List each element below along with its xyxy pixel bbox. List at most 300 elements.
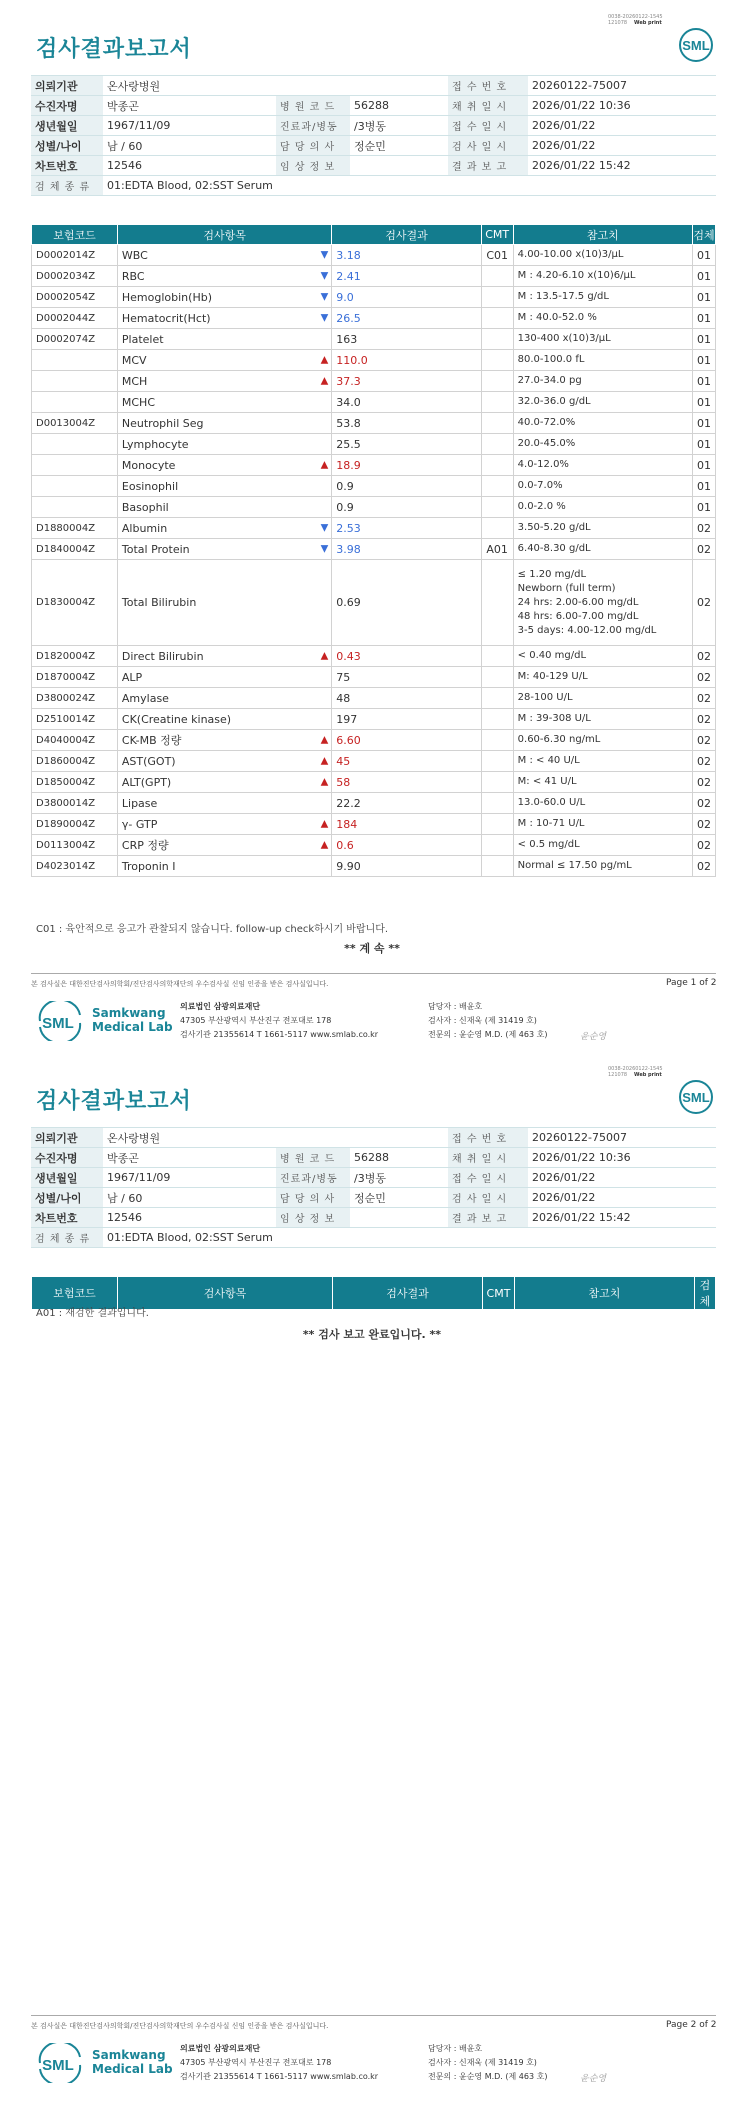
test-item-name: Basophil	[121, 500, 169, 514]
result-row	[32, 772, 716, 793]
ref-line: 48 hrs: 6.00-7.00 mg/dL	[517, 610, 639, 622]
reference-range	[513, 392, 692, 413]
reference-range	[513, 667, 692, 688]
test-item	[117, 793, 331, 814]
cmt-code	[481, 476, 513, 497]
lab-contact: 검사기관 21355614 T 1661-5117 www.smlab.co.kr	[180, 1030, 379, 1039]
ref-line: 24 hrs: 2.00-6.00 mg/dL	[517, 596, 639, 608]
test-item-name: Lipase	[121, 796, 158, 810]
clinical-info-value	[350, 156, 448, 176]
specimen-code: 01	[693, 434, 716, 455]
result-row	[32, 266, 716, 287]
test-item	[117, 709, 331, 730]
test-item-name: Total Bilirubin	[121, 596, 197, 609]
insurance-code: D1850004Z	[32, 772, 118, 793]
ref-text: < 0.40 mg/dL	[517, 650, 587, 661]
test-result: 26.5	[332, 308, 481, 329]
specimen-code: 01	[693, 455, 716, 476]
lab-org: 의료법인 삼광의료재단	[180, 1002, 261, 1011]
insurance-code: D1860004Z	[32, 751, 118, 772]
hosp-code-label: 병 원 코 드	[276, 1148, 350, 1168]
doctor-label: 담 당 의 사	[276, 136, 350, 156]
sex-age-value: 남 / 60	[103, 1188, 276, 1208]
low-flag-icon: ▼	[320, 543, 329, 555]
test-date-value: 2026/01/22	[528, 136, 716, 156]
high-flag-icon: ▲	[320, 459, 329, 471]
test-result: 22.2	[332, 793, 481, 814]
reference-range	[513, 688, 692, 709]
collect-label: 채 취 일 시	[448, 1148, 528, 1168]
test-result: 45	[332, 751, 481, 772]
lab-address	[180, 2042, 378, 2084]
cmt-code	[481, 730, 513, 751]
test-result: 163	[332, 329, 481, 350]
result-row	[32, 751, 716, 772]
test-item-name: CRP 정량	[121, 839, 169, 852]
result-row	[32, 709, 716, 730]
low-flag-icon: ▼	[320, 270, 329, 282]
footer-logo-text: SML	[42, 1015, 74, 1032]
specimen-code: 02	[693, 518, 716, 539]
patient-info-table	[31, 1127, 716, 1248]
ref-text: M : 10-71 U/L	[517, 818, 585, 829]
result-row	[32, 476, 716, 497]
result-row	[32, 287, 716, 308]
test-result: 3.98	[332, 539, 481, 560]
print-time-code: 121078	[608, 20, 628, 26]
clinical-info-value	[350, 1208, 448, 1228]
test-result: 0.43	[332, 646, 481, 667]
insurance-code: D1820004Z	[32, 646, 118, 667]
test-item	[117, 455, 331, 476]
ref-text: 4.00-10.00 x(10)3/μL	[517, 249, 624, 260]
dob-label: 생년월일	[31, 1168, 103, 1188]
staff-manager: 담당자 : 배윤호	[428, 2044, 483, 2053]
logo-text: SML	[682, 1090, 710, 1105]
report-page-2	[0, 1052, 744, 2104]
specimen-code: 02	[693, 751, 716, 772]
test-item	[117, 329, 331, 350]
insurance-code: D3800024Z	[32, 688, 118, 709]
footer-divider	[31, 973, 716, 974]
collect-value: 2026/01/22 10:36	[528, 1148, 716, 1168]
specimen-code: 01	[693, 350, 716, 371]
result-row	[32, 497, 716, 518]
test-item	[117, 814, 331, 835]
test-item	[117, 539, 331, 560]
lab-contact: 검사기관 21355614 T 1661-5117 www.smlab.co.kr	[180, 2072, 379, 2081]
hosp-code-label: 병 원 코 드	[276, 96, 350, 116]
lab-brand-line1: Samkwang	[92, 2048, 166, 2062]
ref-text: M : 13.5-17.5 g/dL	[517, 291, 609, 302]
test-item	[117, 646, 331, 667]
receipt-no-value: 20260122-75007	[528, 1128, 716, 1148]
specimen-code: 01	[693, 287, 716, 308]
reference-range	[513, 245, 692, 266]
test-date-label: 검 사 일 시	[448, 136, 528, 156]
dept-label: 진료과/병동	[276, 1168, 350, 1188]
certification-text: 본 검사실은 대한진단검사의학회/진단검사의학재단의 우수검사실 신임 인증을 받은 검사실입니다.	[31, 980, 329, 988]
test-item-name: CK-MB 정량	[121, 734, 182, 747]
ref-line: 3-5 days: 4.00-12.00 mg/dL	[517, 624, 657, 636]
test-item-name: MCH	[121, 374, 148, 388]
print-code: 0038-20260122-1545	[608, 14, 663, 20]
dept-label: 진료과/병동	[276, 116, 350, 136]
test-item-name: Monocyte	[121, 458, 176, 472]
test-result: 9.90	[332, 856, 481, 877]
receipt-no-label: 접 수 번 호	[448, 76, 528, 96]
hosp-code-value: 56288	[350, 96, 448, 116]
ref-text: M: 40-129 U/L	[517, 671, 588, 682]
test-item-name: Eosinophil	[121, 479, 179, 493]
patient-info-table	[31, 75, 716, 196]
result-row	[32, 371, 716, 392]
high-flag-icon: ▲	[320, 818, 329, 830]
result-row	[32, 814, 716, 835]
test-item-name: γ- GTP	[121, 817, 158, 831]
result-row	[32, 245, 716, 266]
test-item	[117, 560, 331, 646]
chart-no-value: 12546	[103, 156, 276, 176]
high-flag-icon: ▲	[320, 734, 329, 746]
test-item-name: Platelet	[121, 332, 164, 346]
reference-range	[513, 856, 692, 877]
ref-text: 0.60-6.30 ng/mL	[517, 734, 601, 745]
insurance-code: D0002044Z	[32, 308, 118, 329]
lab-brand	[92, 2048, 173, 2076]
low-flag-icon: ▼	[320, 522, 329, 534]
continued-text: ** 계 속 **	[344, 942, 400, 955]
specimen-value: 01:EDTA Blood, 02:SST Serum	[103, 176, 716, 196]
specimen-code: 02	[693, 667, 716, 688]
receipt-date-value: 2026/01/22	[528, 1168, 716, 1188]
cmt-code	[481, 308, 513, 329]
results-header-row	[32, 225, 716, 245]
footer-logo-text: SML	[42, 2057, 74, 2074]
ref-line: ≤ 1.20 mg/dL	[517, 568, 587, 580]
specimen-code: 02	[693, 560, 716, 646]
ref-text: 130-400 x(10)3/μL	[517, 333, 611, 344]
test-item-name: Hematocrit(Hct)	[121, 311, 211, 325]
completed-text: ** 검사 보고 완료입니다. **	[302, 1328, 442, 1341]
reference-range	[513, 646, 692, 667]
logo-text: SML	[682, 38, 710, 53]
reference-range	[513, 772, 692, 793]
patient-label: 수진자명	[31, 1148, 103, 1168]
specialist-signature: 윤순영	[580, 1032, 607, 1042]
result-row	[32, 434, 716, 455]
cmt-code	[481, 856, 513, 877]
test-result: 0.69	[332, 560, 481, 646]
certification-text: 본 검사실은 대한진단검사의학회/진단검사의학재단의 우수검사실 신임 인증을 받은 검사실입니다.	[31, 2022, 329, 2030]
reference-range	[513, 560, 692, 646]
specimen-code: 01	[693, 266, 716, 287]
test-result: 2.41	[332, 266, 481, 287]
specimen-code: 02	[693, 646, 716, 667]
print-time-code: 121078	[608, 1072, 628, 1078]
test-item	[117, 730, 331, 751]
specimen-code: 02	[693, 814, 716, 835]
result-row	[32, 518, 716, 539]
test-item-name: Amylase	[121, 691, 169, 705]
result-row	[32, 329, 716, 350]
hospital-label: 의뢰기관	[31, 1128, 103, 1148]
lab-addr: 47305 부산광역시 부산진구 전포대로 178	[180, 2058, 332, 2067]
cmt-code	[481, 709, 513, 730]
test-date-label: 검 사 일 시	[448, 1188, 528, 1208]
specimen-code: 02	[693, 688, 716, 709]
clinical-info-label: 임 상 정 보	[276, 156, 350, 176]
high-flag-icon: ▲	[320, 650, 329, 662]
high-flag-icon: ▲	[320, 839, 329, 851]
cmt-code: C01	[481, 245, 513, 266]
result-row	[32, 793, 716, 814]
sex-age-label: 성별/나이	[31, 136, 103, 156]
specimen-code: 02	[693, 835, 716, 856]
results-header-cell: 참고치	[513, 225, 692, 245]
result-row	[32, 835, 716, 856]
test-item-name: MCHC	[121, 395, 156, 409]
test-date-value: 2026/01/22	[528, 1188, 716, 1208]
test-result: 3.18	[332, 245, 481, 266]
report-title: 검사결과보고서	[36, 37, 192, 62]
cmt-code	[481, 329, 513, 350]
insurance-code: D1840004Z	[32, 539, 118, 560]
result-row	[32, 667, 716, 688]
receipt-no-label: 접 수 번 호	[448, 1128, 528, 1148]
ref-text: M: < 41 U/L	[517, 776, 577, 787]
high-flag-icon: ▲	[320, 354, 329, 366]
cmt-code	[481, 814, 513, 835]
insurance-code: D4023014Z	[32, 856, 118, 877]
insurance-code	[32, 350, 118, 371]
insurance-code	[32, 392, 118, 413]
sml-logo	[678, 1079, 714, 1115]
print-stamp	[608, 1066, 663, 1078]
reference-range	[513, 308, 692, 329]
ref-text: M : 40.0-52.0 %	[517, 312, 597, 323]
chart-no-label: 차트번호	[31, 156, 103, 176]
test-item	[117, 751, 331, 772]
lab-brand-line2: Medical Lab	[92, 2062, 173, 2076]
dob-label: 생년월일	[31, 116, 103, 136]
cmt-code	[481, 392, 513, 413]
hosp-code-value: 56288	[350, 1148, 448, 1168]
receipt-date-label: 접 수 일 시	[448, 1168, 528, 1188]
ref-text: 4.0-12.0%	[517, 459, 569, 470]
ref-text: 0.0-2.0 %	[517, 501, 566, 512]
test-item	[117, 856, 331, 877]
report-time-value: 2026/01/22 15:42	[528, 1208, 716, 1228]
test-item	[117, 413, 331, 434]
test-item	[117, 476, 331, 497]
dept-value: /3병동	[350, 116, 448, 136]
reference-range	[513, 751, 692, 772]
test-result: 0.9	[332, 497, 481, 518]
insurance-code: D1830004Z	[32, 560, 118, 646]
test-result: 48	[332, 688, 481, 709]
test-result: 110.0	[332, 350, 481, 371]
results-table	[31, 224, 716, 877]
specimen-code: 01	[693, 392, 716, 413]
insurance-code: D0002034Z	[32, 266, 118, 287]
result-row	[32, 413, 716, 434]
ref-text: 3.50-5.20 g/dL	[517, 522, 591, 533]
comment-a01: A01 : 재검한 결과입니다.	[36, 1308, 149, 1319]
specimen-code: 02	[693, 856, 716, 877]
ref-line: Newborn (full term)	[517, 582, 616, 594]
reference-range	[513, 434, 692, 455]
chart-no-label: 차트번호	[31, 1208, 103, 1228]
high-flag-icon: ▲	[320, 375, 329, 387]
test-result: 75	[332, 667, 481, 688]
clinical-info-label: 임 상 정 보	[276, 1208, 350, 1228]
reference-range	[513, 476, 692, 497]
report-title: 검사결과보고서	[36, 1089, 192, 1114]
reference-range	[513, 814, 692, 835]
test-result: 18.9	[332, 455, 481, 476]
test-result: 184	[332, 814, 481, 835]
lab-brand	[92, 1006, 173, 1034]
test-item	[117, 287, 331, 308]
cmt-code	[481, 751, 513, 772]
specimen-code: 02	[693, 709, 716, 730]
result-row	[32, 392, 716, 413]
ref-text: 0.0-7.0%	[517, 480, 563, 491]
test-item-name: Direct Bilirubin	[121, 649, 204, 663]
ref-text: 6.40-8.30 g/dL	[517, 543, 591, 554]
results-header-cell: 검사항목	[118, 1277, 333, 1310]
print-code: 0038-20260122-1545	[608, 1066, 663, 1072]
specimen-code: 02	[693, 772, 716, 793]
cmt-code	[481, 455, 513, 476]
test-result: 37.3	[332, 371, 481, 392]
test-item	[117, 392, 331, 413]
reference-range	[513, 497, 692, 518]
sml-logo	[678, 27, 714, 63]
ref-text: 32.0-36.0 g/dL	[517, 396, 591, 407]
staff-specialist: 전문의 : 윤순영 M.D. (제 463 호)	[428, 1030, 548, 1039]
test-item-name: Neutrophil Seg	[121, 416, 204, 430]
results-header-cell: 검체	[695, 1277, 716, 1310]
test-result: 58	[332, 772, 481, 793]
ref-text: 80.0-100.0 fL	[517, 354, 585, 365]
lab-address	[180, 1000, 378, 1042]
dob-value: 1967/11/09	[103, 116, 276, 136]
specimen-code: 01	[693, 245, 716, 266]
reference-range	[513, 266, 692, 287]
result-row	[32, 308, 716, 329]
ref-text: 27.0-34.0 pg	[517, 375, 582, 386]
ref-text: 28-100 U/L	[517, 692, 573, 703]
test-item	[117, 434, 331, 455]
results-header-cell: CMT	[481, 225, 513, 245]
cmt-code	[481, 434, 513, 455]
footer-divider	[31, 2015, 716, 2016]
sex-age-label: 성별/나이	[31, 1188, 103, 1208]
staff-manager: 담당자 : 배윤호	[428, 1002, 483, 1011]
insurance-code: D1870004Z	[32, 667, 118, 688]
receipt-date-value: 2026/01/22	[528, 116, 716, 136]
report-time-label: 결 과 보 고	[448, 1208, 528, 1228]
reference-range	[513, 329, 692, 350]
result-row	[32, 730, 716, 751]
insurance-code	[32, 476, 118, 497]
specimen-value: 01:EDTA Blood, 02:SST Serum	[103, 1228, 716, 1248]
test-item	[117, 835, 331, 856]
low-flag-icon: ▼	[320, 312, 329, 324]
ref-text: < 0.5 mg/dL	[517, 839, 580, 850]
test-item-name: ALP	[121, 670, 143, 684]
staff-list	[428, 1000, 547, 1042]
insurance-code	[32, 371, 118, 392]
test-item-name: Total Protein	[121, 542, 190, 556]
test-result: 0.6	[332, 835, 481, 856]
cmt-code	[481, 772, 513, 793]
specimen-code: 01	[693, 476, 716, 497]
test-result: 2.53	[332, 518, 481, 539]
test-item-name: MCV	[121, 353, 147, 367]
test-item	[117, 350, 331, 371]
patient-label: 수진자명	[31, 96, 103, 116]
insurance-code: D0113004Z	[32, 835, 118, 856]
result-row	[32, 856, 716, 877]
test-item	[117, 688, 331, 709]
page-number: Page 2 of 2	[666, 2020, 717, 2030]
low-flag-icon: ▼	[320, 249, 329, 261]
specimen-code: 01	[693, 308, 716, 329]
test-result: 25.5	[332, 434, 481, 455]
insurance-code	[32, 497, 118, 518]
lab-org: 의료법인 삼광의료재단	[180, 2044, 261, 2053]
high-flag-icon: ▲	[320, 755, 329, 767]
insurance-code: D0013004Z	[32, 413, 118, 434]
reference-range	[513, 730, 692, 751]
samkwang-logo	[36, 2043, 84, 2083]
hospital-value: 온사랑병원	[103, 76, 448, 96]
lab-addr: 47305 부산광역시 부산진구 전포대로 178	[180, 1016, 332, 1025]
specimen-code: 01	[693, 371, 716, 392]
ref-text: 20.0-45.0%	[517, 438, 576, 449]
insurance-code: D1880004Z	[32, 518, 118, 539]
results-header-cell: 검사결과	[333, 1277, 483, 1310]
test-item-name: Hemoglobin(Hb)	[121, 290, 212, 304]
insurance-code: D0002074Z	[32, 329, 118, 350]
lab-brand-line2: Medical Lab	[92, 1020, 173, 1034]
page-number: Page 1 of 2	[666, 978, 717, 988]
results-header-cell: 참고치	[515, 1277, 695, 1310]
test-item	[117, 308, 331, 329]
insurance-code: D4040004Z	[32, 730, 118, 751]
reference-range	[513, 709, 692, 730]
specimen-code: 02	[693, 730, 716, 751]
test-item	[117, 518, 331, 539]
test-item	[117, 772, 331, 793]
cmt-code: A01	[481, 539, 513, 560]
test-result: 0.9	[332, 476, 481, 497]
insurance-code: D0002014Z	[32, 245, 118, 266]
staff-tester: 검사자 : 신재욱 (제 31419 호)	[428, 1016, 537, 1025]
ref-text: 40.0-72.0%	[517, 417, 576, 428]
cmt-code	[481, 646, 513, 667]
specimen-code: 01	[693, 497, 716, 518]
dept-value: /3병동	[350, 1168, 448, 1188]
cmt-code	[481, 793, 513, 814]
patient-value: 박종곤	[103, 1148, 276, 1168]
sex-age-value: 남 / 60	[103, 136, 276, 156]
results-header-cell: 보험코드	[32, 225, 118, 245]
report-time-label: 결 과 보 고	[448, 156, 528, 176]
